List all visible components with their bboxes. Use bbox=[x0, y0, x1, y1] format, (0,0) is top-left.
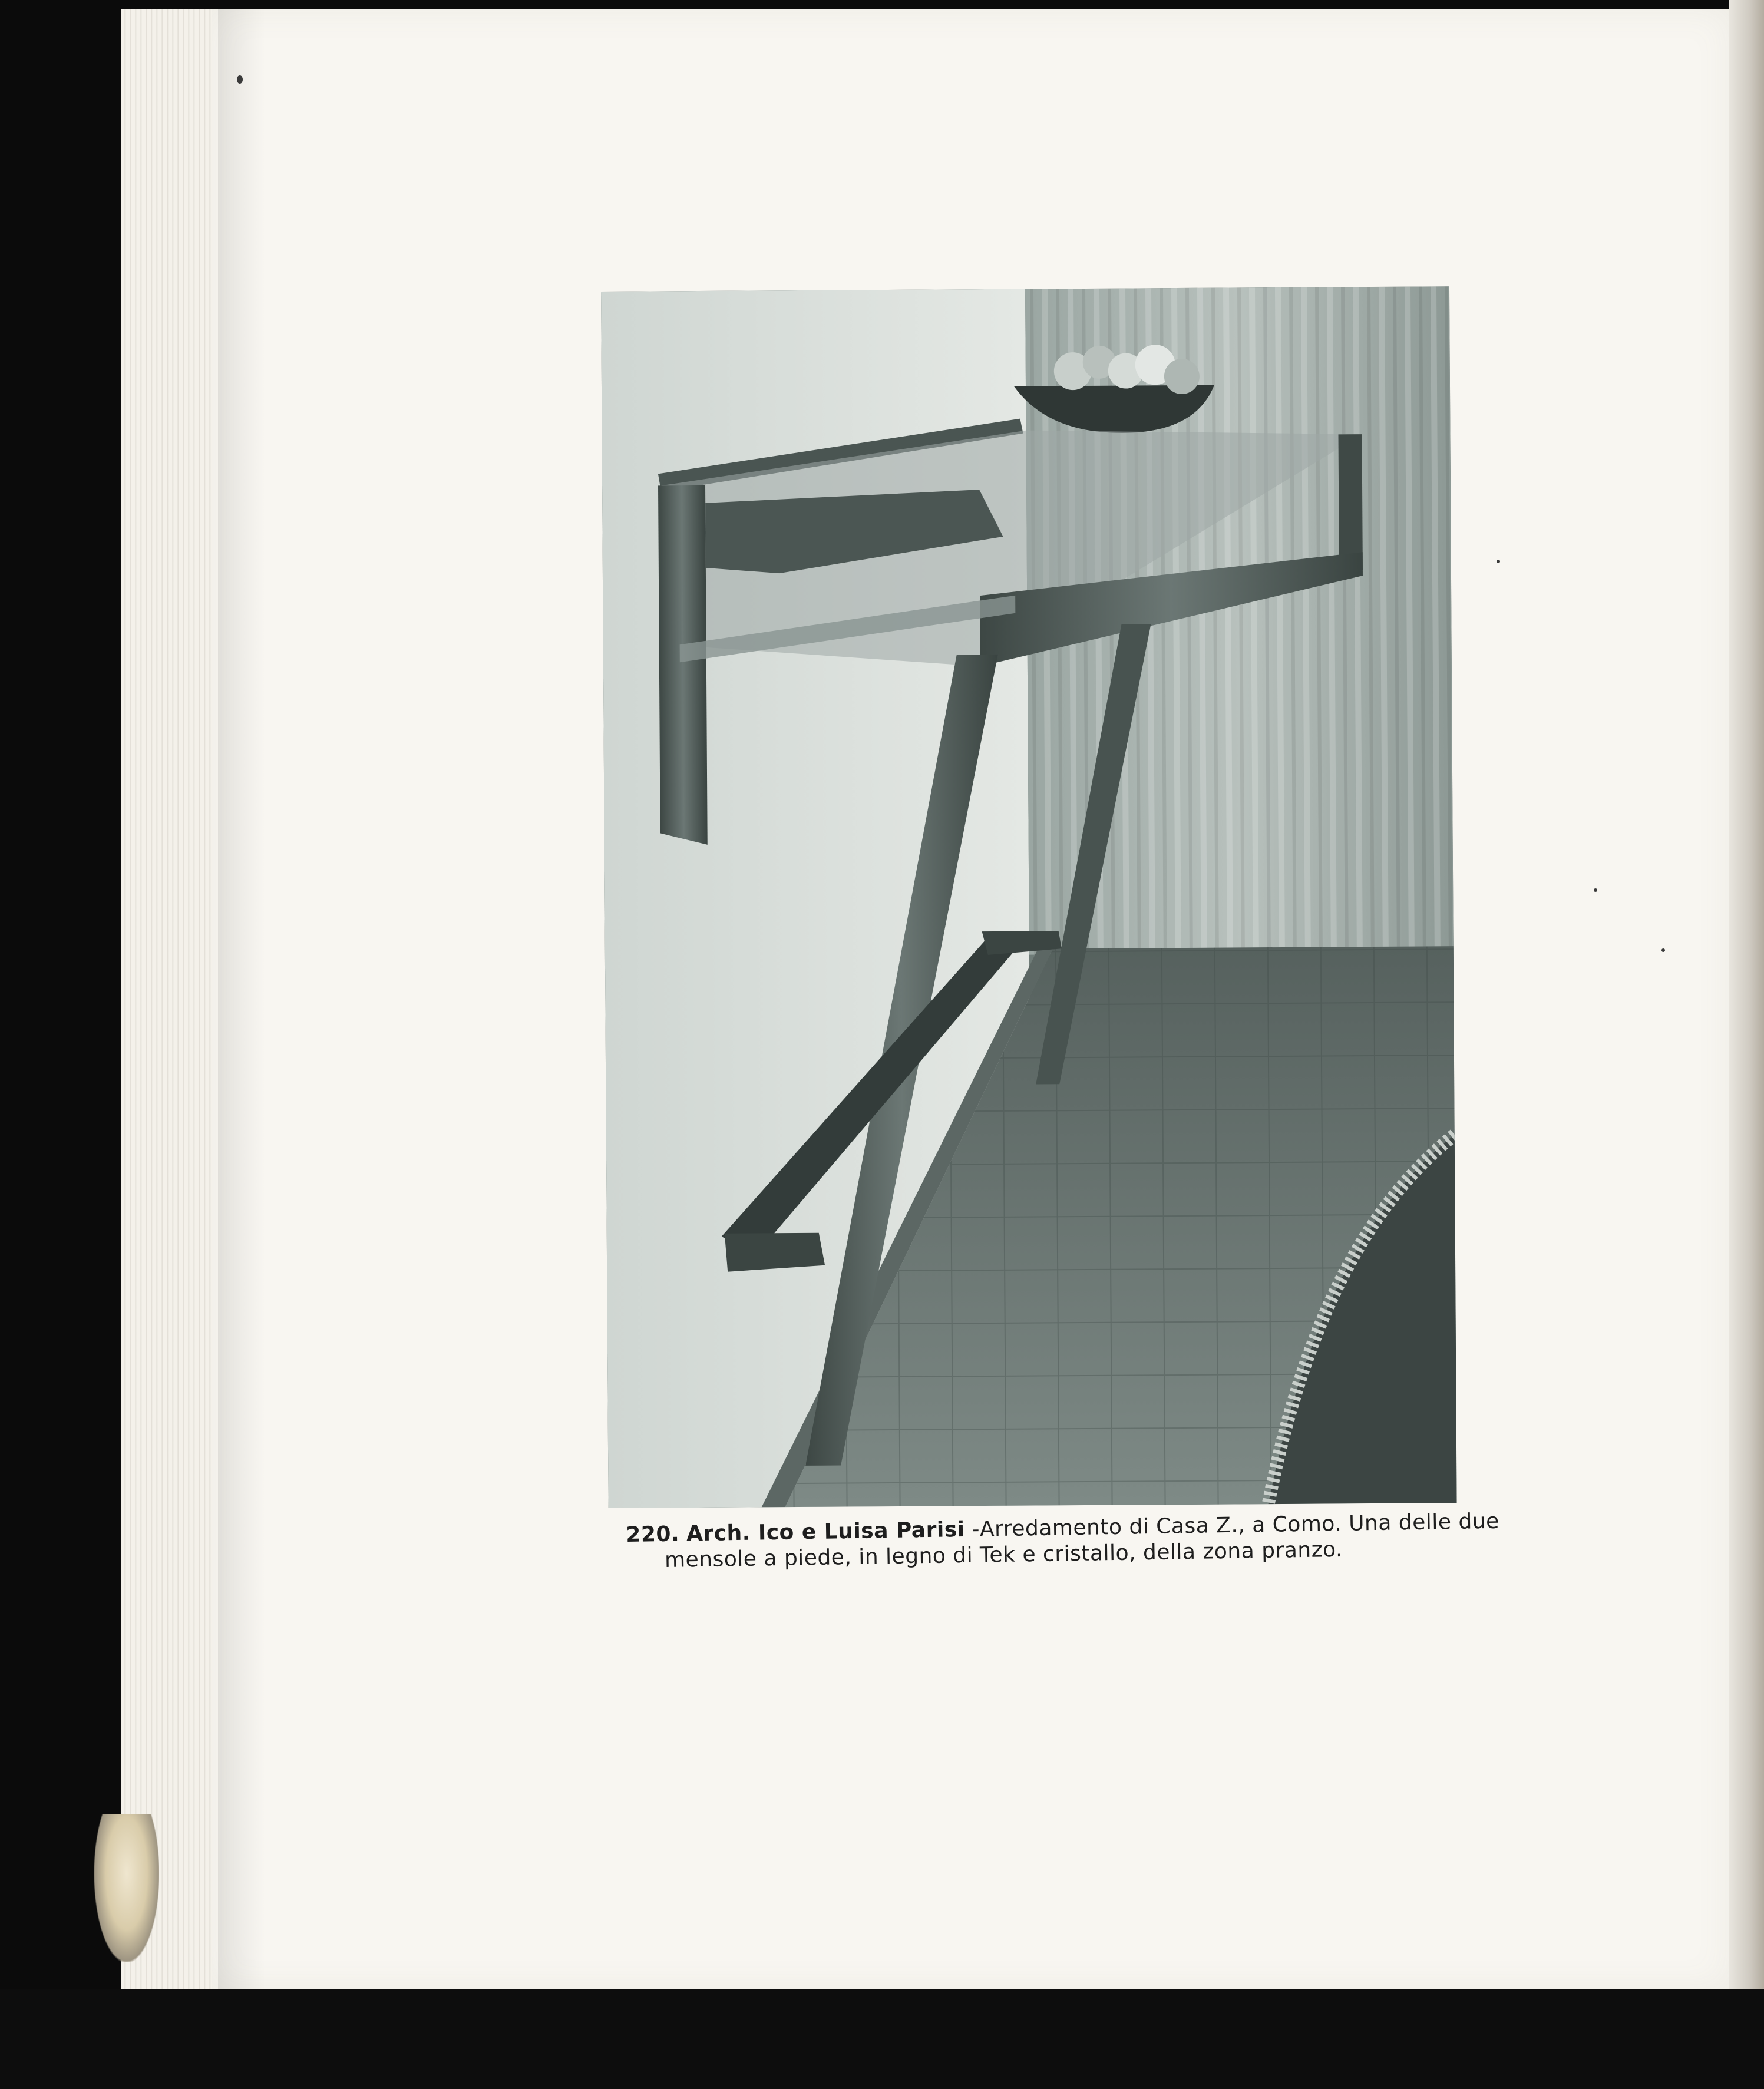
figure-number: 220. bbox=[626, 1522, 680, 1547]
scan-bottom-margin bbox=[0, 1989, 1764, 2089]
dust-speck-icon bbox=[1497, 560, 1500, 563]
dust-speck-icon bbox=[1594, 888, 1597, 892]
console-table-photo-icon bbox=[601, 286, 1457, 1508]
right-page-stack bbox=[1729, 0, 1764, 1989]
dust-speck-icon bbox=[1661, 948, 1665, 952]
torn-binding-icon bbox=[94, 1814, 159, 1962]
caption-description-1: Arredamento di Casa Z., a Como. Una delle due bbox=[979, 1509, 1500, 1542]
caption-separator: - bbox=[972, 1517, 980, 1542]
console-table-photo bbox=[601, 286, 1457, 1508]
left-page-stack bbox=[121, 9, 221, 1989]
caption-line-2: mensole a piede, in legno di Tek e cristallo, della zona pranzo. bbox=[664, 1537, 1343, 1572]
caption-author: Arch. Ico e Luisa Parisi bbox=[686, 1517, 965, 1546]
spine-shadow bbox=[218, 9, 265, 1989]
ink-speck-icon bbox=[237, 75, 243, 84]
